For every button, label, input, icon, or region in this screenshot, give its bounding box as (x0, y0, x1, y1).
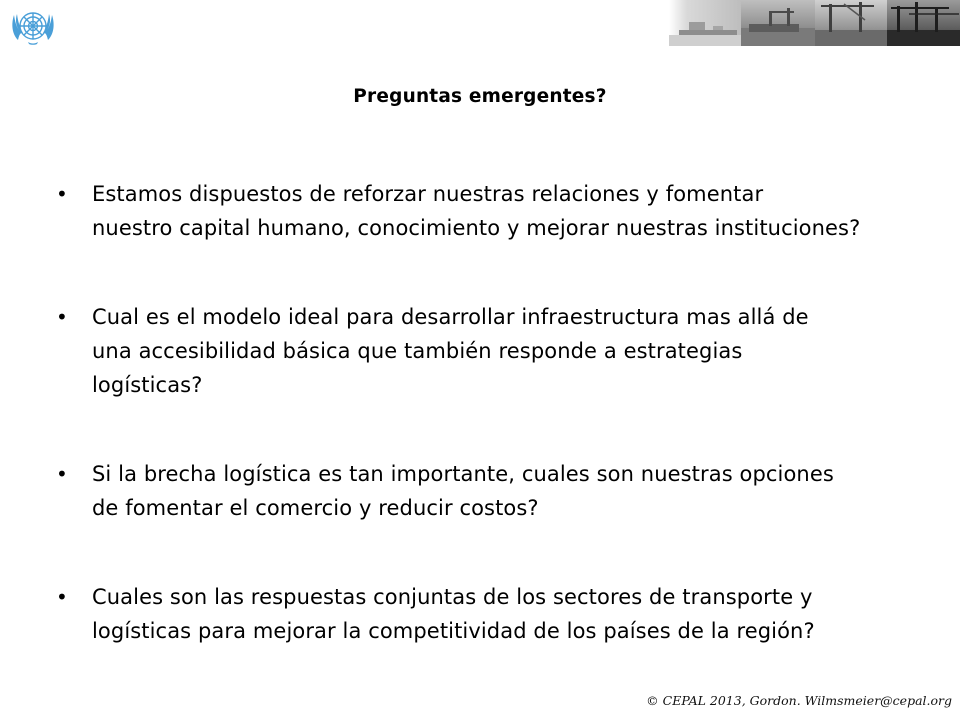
bullet-list (56, 177, 916, 648)
bullet-line: de fomentar el comercio y reducir costos? (92, 496, 539, 520)
bullet-icon: • (56, 462, 68, 486)
un-emblem-icon (8, 4, 58, 50)
port-cranes-photo-strip (669, 0, 960, 46)
bullet-icon: • (56, 305, 68, 329)
bullet-icon: • (56, 585, 68, 609)
bullet-line: Si la brecha logística es tan importante, cuales son nuestras opciones (92, 462, 834, 486)
bullet-item (56, 177, 916, 245)
bullet-line: Cual es el modelo ideal para desarrollar infraestructura mas allá de (92, 305, 809, 329)
slide-title: Preguntas emergentes? (353, 86, 607, 107)
bullet-item (56, 457, 916, 525)
bullet-line: Estamos dispuestos de reforzar nuestras relaciones y fomentar (92, 182, 764, 206)
bullet-line: nuestro capital humano, conocimiento y mejorar nuestras instituciones? (92, 216, 861, 240)
footer-credit: © CEPAL 2013, Gordon. Wilmsmeier@cepal.org (646, 693, 952, 708)
bullet-line: logísticas? (92, 373, 203, 397)
bullet-line: una accesibilidad básica que también responde a estrategias (92, 339, 743, 363)
bullet-line: Cuales son las respuestas conjuntas de los sectores de transporte y (92, 585, 813, 609)
bullet-icon: • (56, 182, 68, 206)
bullet-item (56, 300, 916, 402)
bullet-line: logísticas para mejorar la competitividad de los países de la región? (92, 619, 815, 643)
bullet-item (56, 580, 916, 648)
